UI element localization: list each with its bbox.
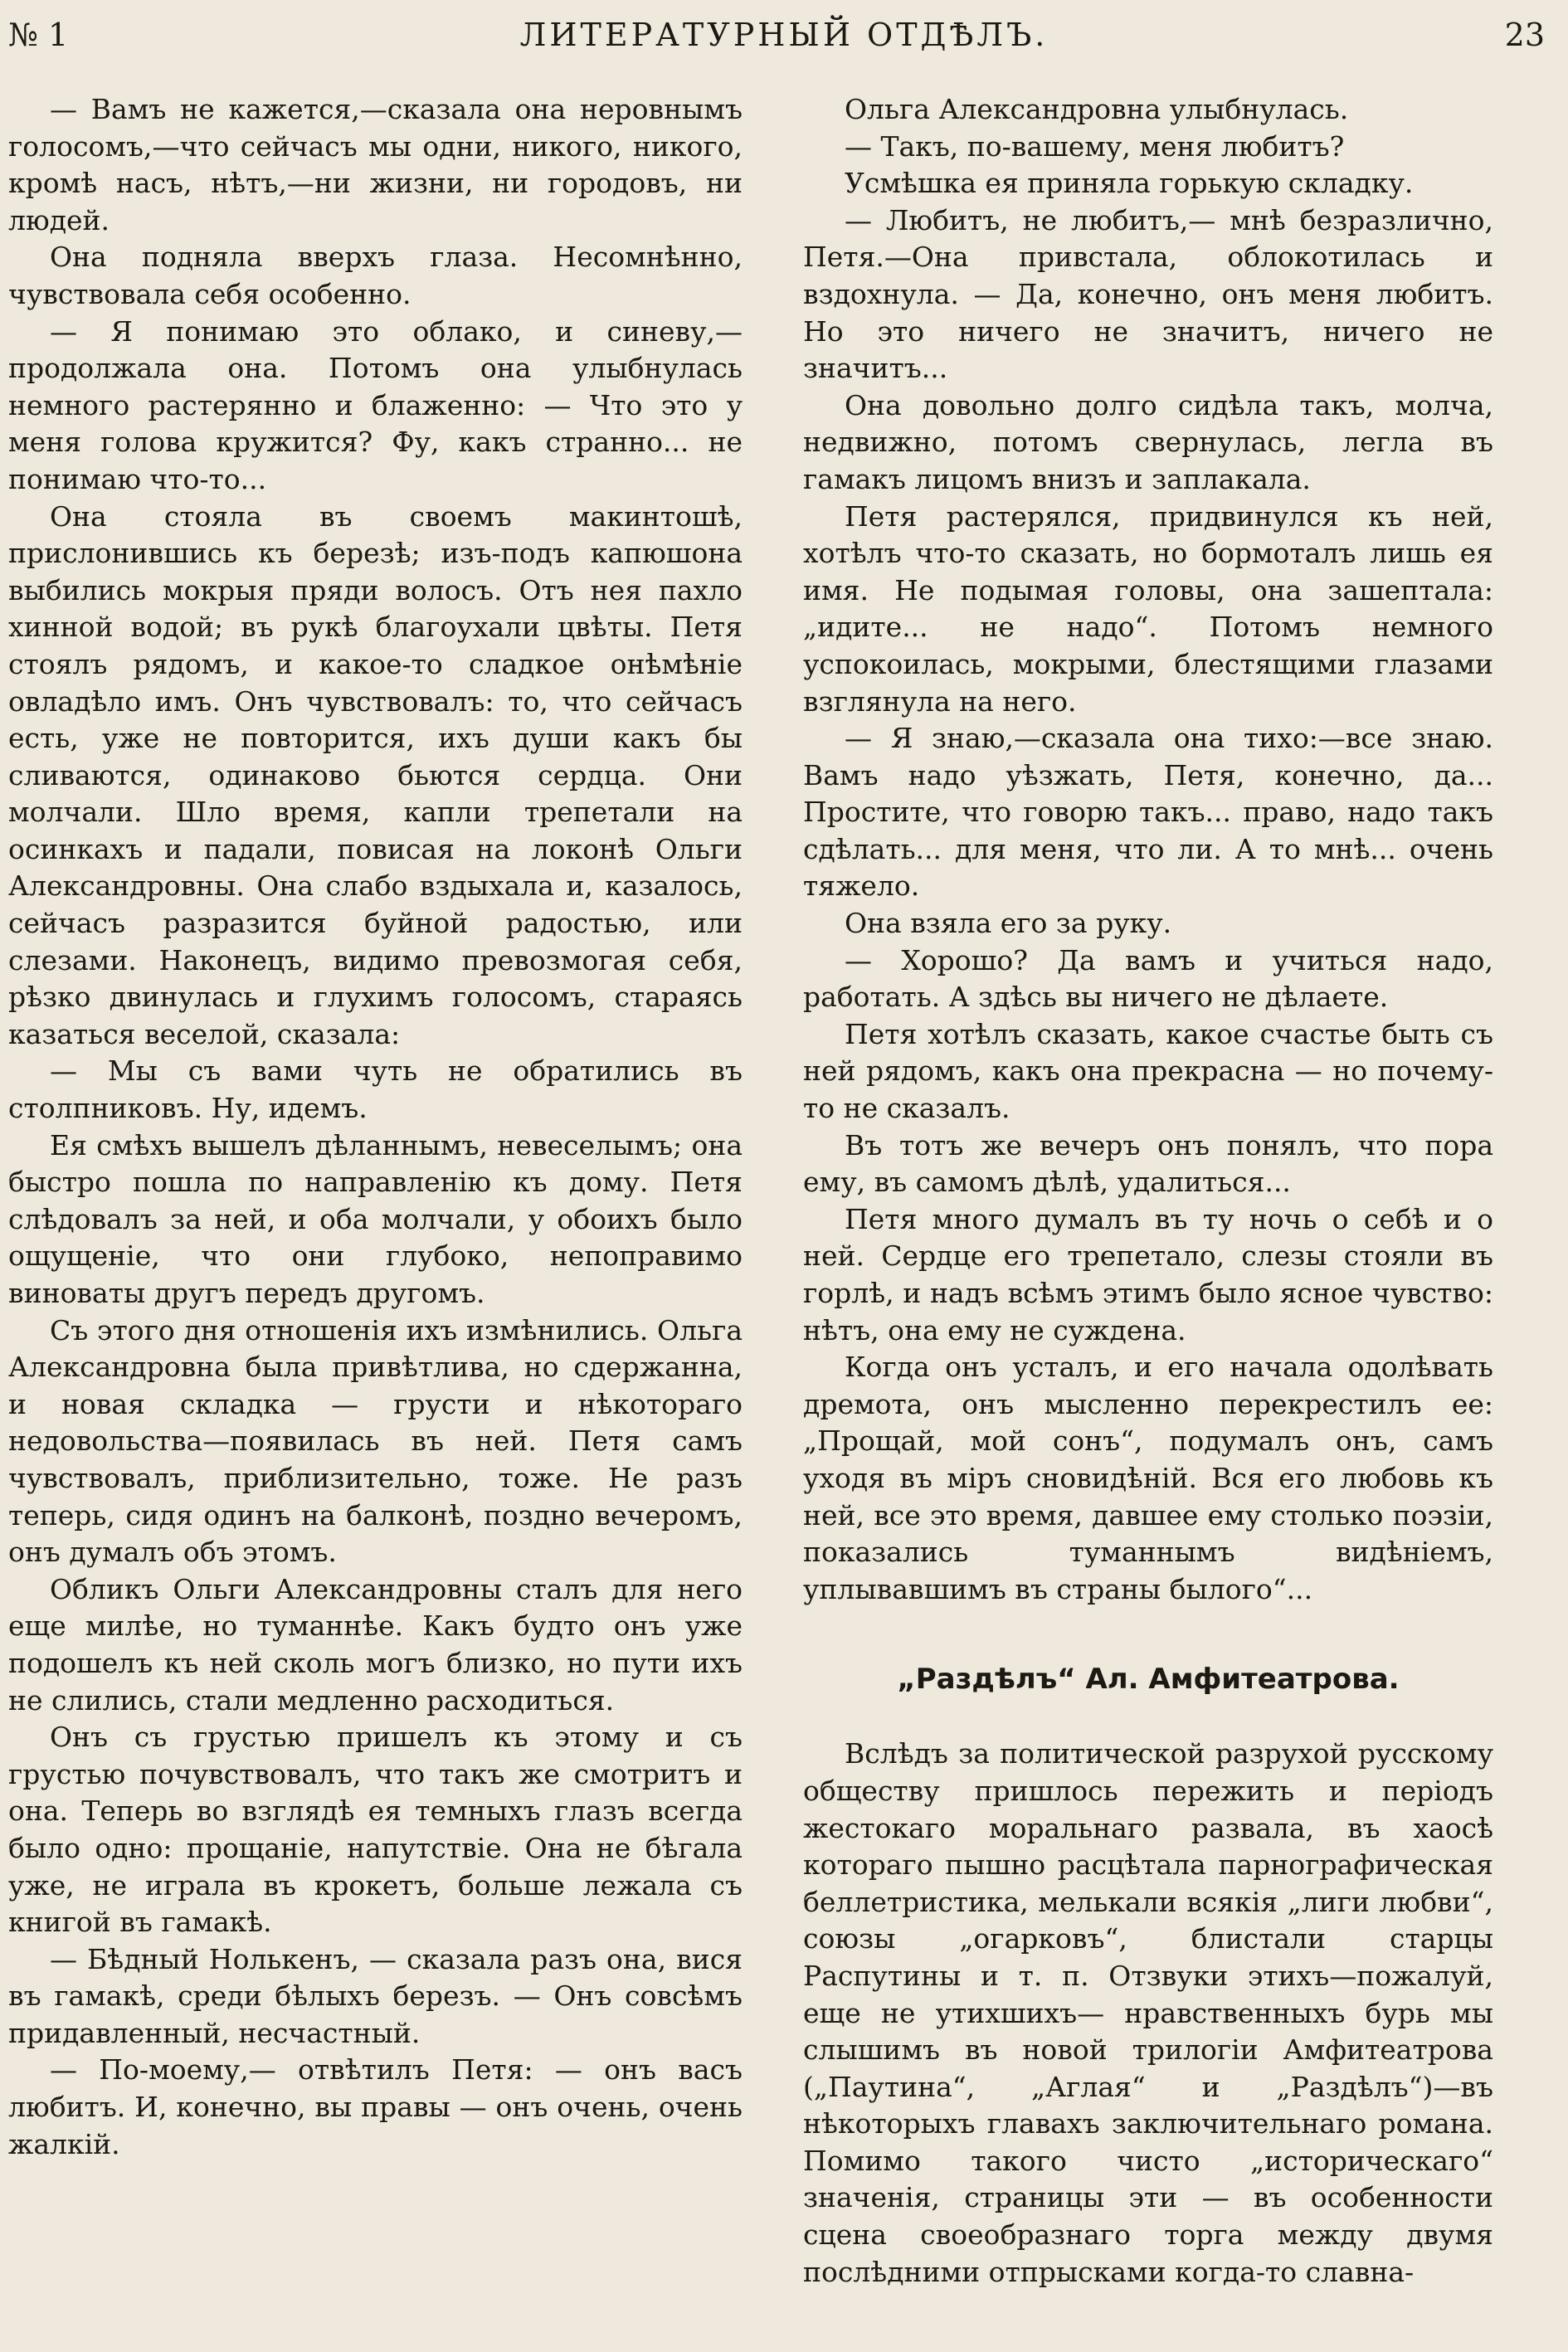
paragraph: — Любитъ, не любитъ,— мнѣ безразлично, Петя.—Она привстала, облокотилась и вздохнула. — Да, конечно, онъ меня любитъ. Но это ничего не значитъ, ничего не значитъ...: [803, 203, 1493, 385]
issue-number: № 1: [8, 17, 69, 53]
article-heading: „Раздѣлъ“ Ал. Амфитеатрова.: [897, 1663, 1400, 1697]
paragraph: — Мы съ вами чуть не обратились въ столпниковъ. Ну, идемъ.: [8, 1054, 743, 1125]
paragraph: — Бѣдный Нолькенъ, — сказала разъ она, вися въ гамакѣ, среди бѣлыхъ березъ. — Онъ совсѣмъ придавленный, несчастный.: [8, 1942, 743, 2049]
paragraph: Она взяла его за руку.: [845, 907, 1172, 940]
page-header: [0, 12, 1568, 61]
article-paragraph: Вслѣдъ за политической разрухой русскому обществу пришлось пережить и періодъ жестокаго моральнаго развала, въ хаосѣ котораго пышно расцѣтала парнографическая беллетристика, мелькали всякія „лиги любви“, союзы „огарковъ“, блистали старцы Распутины и т. п. Отзвуки этихъ—пожалуй, еще не утихшихъ— нравственныхъ бурь мы слышимъ въ новой трилогіи Амфитеатрова („Паутина“, „Аглая“ и „Раздѣлъ“)—въ нѣкоторыхъ главахъ заключительнаго романа. Помимо такого чисто „историческаго“ значенія, страницы эти — въ особенности сцена своеобразнаго торга между двумя послѣдними отпрысками когда-то славна-: [803, 1737, 1493, 2288]
paragraph: Петя много думалъ въ ту ночь о себѣ и о ней. Сердце его трепетало, слезы стояли въ горлѣ, и надъ всѣмъ этимъ было ясное чувство: нѣтъ, она ему не суждена.: [803, 1202, 1493, 1346]
paragraph: Ольга Александровна улыбнулась.: [845, 93, 1349, 125]
paragraph: Онъ съ грустью пришелъ къ этому и съ грустью почувствовалъ, что такъ же смотритъ и она. Теперь во взглядѣ ея темныхъ глазъ всегда было одно: прощаніе, напутствіе. Она не бѣгала уже, не играла въ крокетъ, больше лежала съ книгой въ гамакѣ.: [8, 1721, 743, 1939]
paragraph: — Я знаю,—сказала она тихо:—все знаю. Вамъ надо уѣзжать, Петя, конечно, да... Простите, что говорю такъ... право, надо такъ сдѣлать... для меня, что ли. А то мнѣ... очень тяжело.: [803, 722, 1493, 903]
paragraph: — Хорошо? Да вамъ и учиться надо, работать. А здѣсь вы ничего не дѣлаете.: [803, 943, 1493, 1014]
section-title: ЛИТЕРАТУРНЫЙ ОТДѢЛЪ.: [519, 17, 1049, 53]
paragraph: Когда онъ усталъ, и его начала одолѣвать дремота, онъ мысленно перекрестилъ ее: „Прощай, мой сонъ“, подумалъ онъ, самъ уходя въ міръ сновидѣній. Вся его любовь къ ней, все это время, давшее ему столько поэзіи, показались туманнымъ видѣніемъ, уплывавшимъ въ страны былого“...: [803, 1351, 1493, 1605]
paragraph: Усмѣшка ея приняла горькую складку.: [845, 167, 1414, 200]
paragraph: Обликъ Ольги Александровны сталъ для него еще милѣе, но туманнѣе. Какъ будто онъ уже подошелъ къ ней сколь могъ близко, но пути ихъ не слились, стали медленно расходиться.: [8, 1572, 743, 1717]
left-column: [8, 91, 743, 2163]
paragraph: — Вамъ не кажется,—сказала она неровнымъ голосомъ,—что сейчасъ мы одни, никого, никого, кромѣ насъ, нѣтъ,—ни жизни, ни городовъ, ни людей.: [8, 93, 743, 236]
page-number: 23: [1504, 17, 1545, 53]
paragraph: Ея смѣхъ вышелъ дѣланнымъ, невеселымъ; она быстро пошла по направленію къ дому. Петя слѣдовалъ за ней, и оба молчали, у обоихъ было ощущеніе, что они глубоко, непоправимо виноваты другъ передъ другомъ.: [8, 1128, 743, 1309]
paragraph: Въ тотъ же вечеръ онъ понялъ, что пора ему, въ самомъ дѣлѣ, удалиться...: [803, 1128, 1493, 1199]
paragraph: — Я понимаю это облако, и синеву,—продолжала она. Потомъ она улыбнулась немного растерянно и блаженно: — Что это у меня голова кружится? Фу, какъ странно... не понимаю что-то...: [8, 314, 743, 495]
right-column: [803, 91, 1493, 2291]
paragraph: Она стояла въ своемъ макинтошѣ, прислонившись къ березѣ; изъ-подъ капюшона выбились мокрыя пряди волосъ. Отъ нея пахло хинной водой; въ рукѣ благоухали цвѣты. Петя стоялъ рядомъ, и какое-то сладкое онѣмѣніе овладѣло имъ. Онъ чувствовалъ: то, что сейчасъ есть, уже не повторится, ихъ души какъ бы сливаются, одинаково бьются сердца. Они молчали. Шло время, капли трепетали на осинкахъ и падали, повисая на локонѣ Ольги Александровны. Она слабо вздыхала и, казалось, сейчасъ разразится буйной радостью, или слезами. Наконецъ, видимо превозмогая себя, рѣзко двинулась и глухимъ голосомъ, стараясь казаться веселой, сказала:: [8, 499, 743, 1050]
paragraph: Петя растерялся, придвинулся къ ней, хотѣлъ что-то сказать, но бормоталъ лишь ея имя. Не подымая головы, она зашептала: „идите... не надо“. Потомъ немного успокоилась, мокрыми, блестящими глазами взглянула на него.: [803, 499, 1493, 718]
paragraph: Петя хотѣлъ сказать, какое счастье быть съ ней рядомъ, какъ она прекрасна — но почему-то не сказалъ.: [803, 1017, 1493, 1125]
paragraph: Она довольно долго сидѣла такъ, молча, недвижно, потомъ свернулась, легла въ гамакъ лицомъ внизъ и заплакала.: [803, 388, 1493, 495]
paragraph: Она подняла вверхъ глаза. Несомнѣнно, чувствовала себя особенно.: [8, 241, 743, 310]
paragraph: — По-моему,— отвѣтилъ Петя: — онъ васъ любитъ. И, конечно, вы правы — онъ очень, очень жалкій.: [8, 2053, 743, 2160]
paragraph: Съ этого дня отношенія ихъ измѣнились. Ольга Александровна была привѣтлива, но сдержанна, и новая складка — грусти и нѣкотораго недовольства—появилась въ ней. Петя самъ чувствовалъ, приблизительно, тоже. Не разъ теперь, сидя одинъ на балконѣ, поздно вечеромъ, онъ думалъ объ этомъ.: [8, 1313, 743, 1569]
paragraph: — Такъ, по-вашему, меня любитъ?: [845, 129, 1345, 163]
